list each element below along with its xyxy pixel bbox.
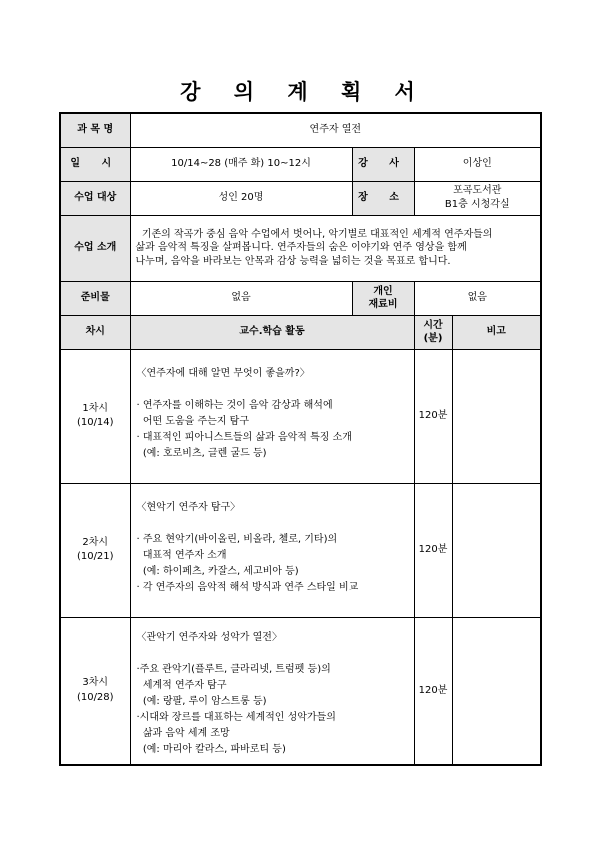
- session-label: 1차시 (10/14): [60, 349, 130, 483]
- intro-line: 삶과 음악적 특징을 살펴봅니다. 연주자들의 숨은 이야기와 연주 영상을 함께: [135, 242, 467, 254]
- place-value-line1: 포곡도서관: [453, 184, 502, 196]
- session-time: 120분: [414, 349, 452, 483]
- session-activity: 〈관악기 연주자와 성악가 열전〉 ·주요 관악기(플루트, 클라리넷, 트럼펫 등)의 세계적 연주자 탐구 (예: 랑팔, 루이 암스트롱 등) ·시대와 장르를 대표하는 세계적인 성악가들의 삶과 음악 세계 조망 (예: 마리아 칼라스, 파바로티 등): [130, 617, 414, 765]
- prep-label: 준비물: [60, 281, 130, 315]
- prep-value: 없음: [130, 281, 352, 315]
- date-value: 10/14~28 (매주 화) 10~12시: [130, 147, 352, 181]
- session-activity: 〈연주자에 대해 알면 무엇이 좋을까?〉 · 연주자를 이해하는 것이 음악 감상과 해석에 어떤 도움을 주는지 탐구 · 대표적인 피아니스트들의 삶과 음악적 특징 소개 (예: 호로비츠, 글렌 굴드 등): [130, 349, 414, 483]
- target-value: 성인 20명: [130, 181, 352, 215]
- intro-label: 수업 소개: [60, 215, 130, 281]
- lecturer-label: 강 사: [352, 147, 414, 181]
- session-label: 3차시 (10/28): [60, 617, 130, 765]
- session-note: [452, 349, 541, 483]
- session-time: 120분: [414, 617, 452, 765]
- session-activity: 〈현악기 연주자 탐구〉 · 주요 현악기(바이올린, 비올라, 첼로, 기타)의 대표적 연주자 소개 (예: 하이페츠, 카잘스, 세고비아 등) · 각 연주자의 음악적 해석 방식과 연주 스타일 비교: [130, 483, 414, 617]
- document-title: 강 의 계 획 서: [180, 80, 428, 104]
- session-row: [60, 483, 541, 617]
- intro-text: [130, 215, 541, 281]
- col-activity: 교수.학습 활동: [130, 315, 414, 349]
- place-value-line2: B1층 시청각실: [444, 199, 510, 210]
- session-row: [60, 349, 541, 483]
- date-label: 일 시: [60, 147, 130, 181]
- col-session: 차시: [60, 315, 130, 349]
- intro-line: 나누며, 음악을 바라보는 안목과 감상 능력을 넓히는 것을 목표로 합니다.: [135, 255, 451, 267]
- target-label: 수업 대상: [60, 181, 130, 215]
- place-value: [414, 181, 541, 215]
- course-value: 연주자 열전: [130, 113, 541, 147]
- personal-cost-label: 개인 재료비: [352, 281, 414, 315]
- personal-cost-value: 없음: [414, 281, 541, 315]
- course-label: 과 목 명: [60, 113, 130, 147]
- col-note: 비고: [452, 315, 541, 349]
- place-label: 장 소: [352, 181, 414, 215]
- lecturer-value: 이상인: [414, 147, 541, 181]
- session-note: [452, 617, 541, 765]
- session-time: 120분: [414, 483, 452, 617]
- session-row: [60, 617, 541, 765]
- intro-line: 기존의 작곡가 중심 음악 수업에서 벗어나, 악기별로 대표적인 세계적 연주자들의: [135, 228, 493, 240]
- col-time: 시간 (분): [414, 315, 452, 349]
- session-note: [452, 483, 541, 617]
- lecture-plan-table: [59, 112, 542, 766]
- session-label: 2차시 (10/21): [60, 483, 130, 617]
